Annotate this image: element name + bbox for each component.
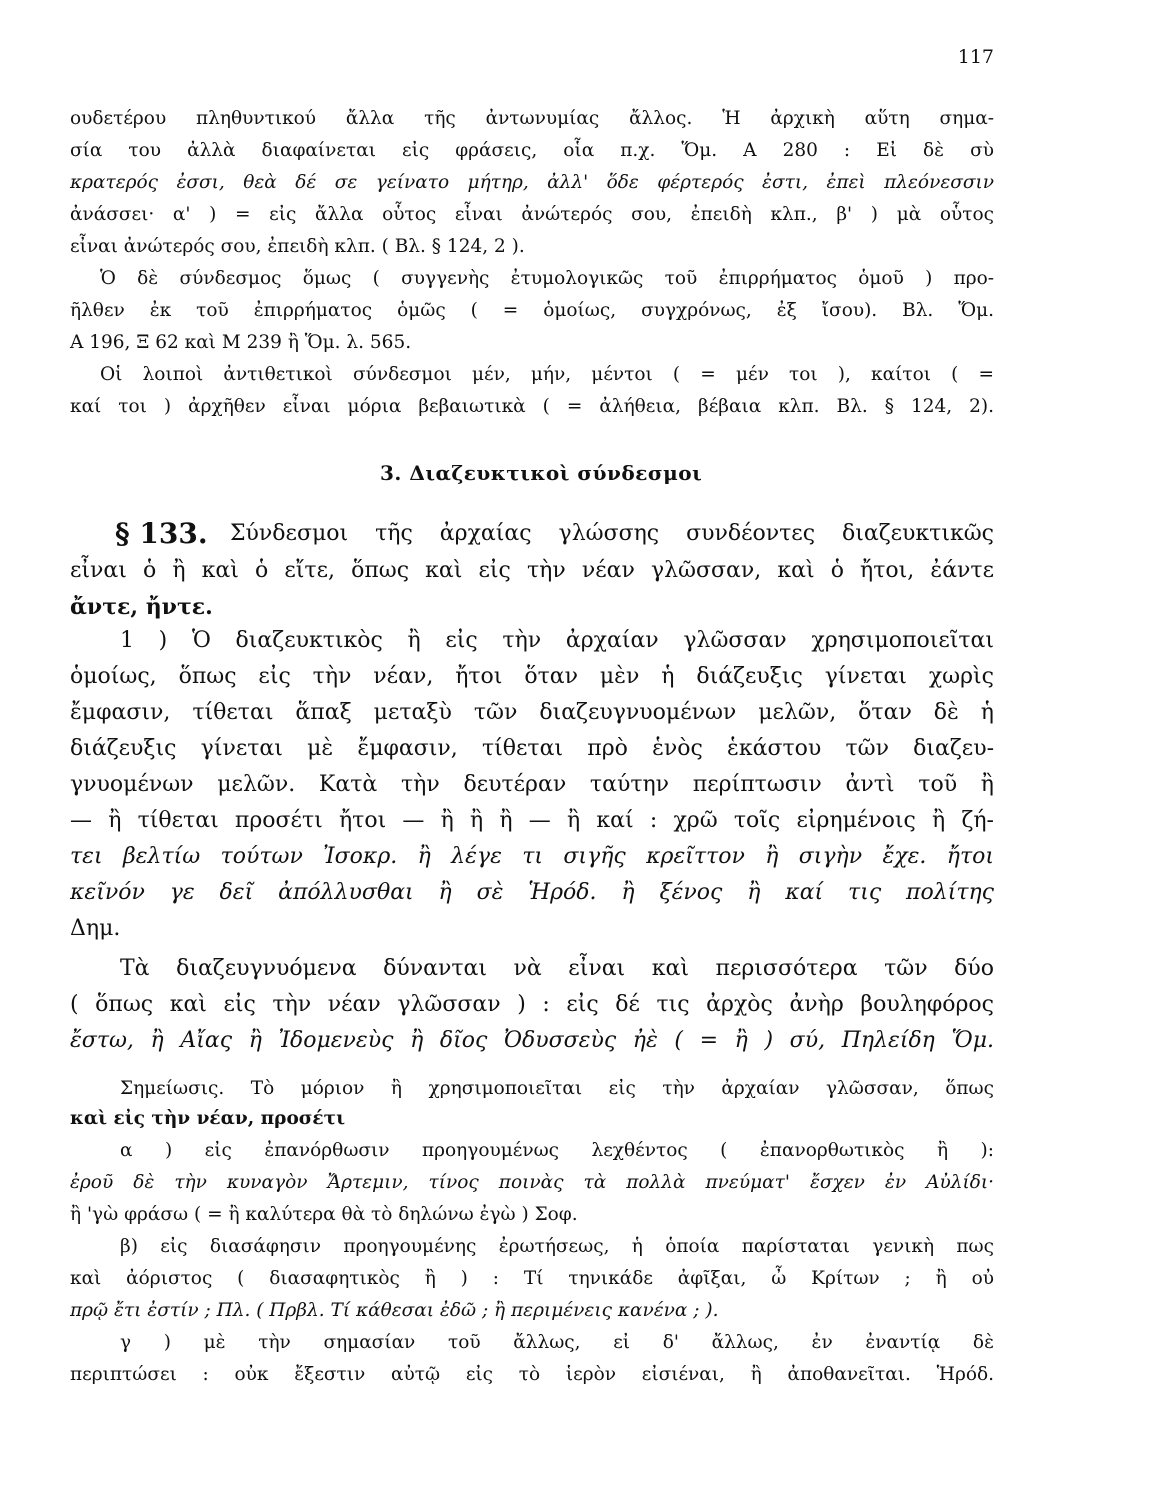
text-line: ὁμοίως, ὅπως εἰς τὴν νέαν, ἤτοι ὅταν μὲν ἡ διάζευξις γίνεται χωρὶς: [70, 664, 994, 689]
note-line: ἢ 'γὼ φράσω ( = ἢ καλύτερα θὰ τὸ δηλώνω ἐγὼ ) Σοφ.: [70, 1204, 578, 1225]
note-line: πρῷ ἔτι ἐστίν ; Πλ. ( Πρβλ. Τί κάθεσαι ἐδῶ ; ἢ περιμένεις κανένα ; ).: [70, 1300, 719, 1321]
note-line: καὶ εἰς τὴν νέαν, προσέτι: [70, 1108, 346, 1129]
paragraph-number: § 133.: [115, 517, 208, 550]
text-line: Τὰ διαζευγνυόμενα δύνανται νὰ εἶναι καὶ περισσότερα τῶν δύο: [120, 956, 994, 981]
text-line: κρατερός ἐσσι, θεὰ δέ σε γείνατο μήτηρ, ἀλλ' ὅδε φέρτερός ἐστι, ἐπεὶ πλεόνεσσιν: [70, 172, 994, 193]
text-line: σία του ἀλλὰ διαφαίνεται εἰς φράσεις, οἷα π.χ. Ὅμ. Α 280 : Εἰ δὲ σὺ: [70, 140, 994, 161]
page-number: 117: [957, 46, 994, 68]
note-line: α ) εἰς ἐπανόρθωσιν προηγουμένως λεχθέντος ( ἐπανορθωτικὸς ἢ ):: [120, 1140, 994, 1161]
text-line: Σύνδεσμοι τῆς ἀρχαίας γλώσσης συνδέοντες διαζευκτικῶς: [230, 521, 994, 546]
text-line: καί τοι ) ἀρχῆθεν εἶναι μόρια βεβαιωτικὰ ( = ἀλήθεια, βέβαια κλπ. Βλ. § 124, 2).: [70, 396, 994, 417]
text-line: εἶναι ὁ ἢ καὶ ὁ εἴτε, ὅπως καὶ εἰς τὴν νέαν γλῶσσαν, καὶ ὁ ἤτοι, ἐάντε: [70, 558, 994, 583]
text-line: ἀνάσσει· α' ) = εἰς ἄλλα οὗτος εἶναι ἀνώτερός σου, ἐπειδὴ κλπ., β' ) μὰ οὗτος: [70, 204, 994, 225]
text-line: διάζευξις γίνεται μὲ ἔμφασιν, τίθεται πρὸ ἑνὸς ἑκάστου τῶν διαζευ-: [70, 736, 994, 761]
text-line: ουδετέρου πληθυντικού ἄλλα τῆς ἀντωνυμίας ἄλλος. Ἡ ἀρχικὴ αὕτη σημα-: [70, 108, 994, 129]
note-line: ἐροῦ δὲ τὴν κυναγὸν Ἄρτεμιν, τίνος ποινὰς τὰ πολλὰ πνεύματ' ἔσχεν ἐν Αὐλίδι·: [70, 1172, 994, 1193]
text-line: τει βελτίω τούτων Ἰσοκρ. ἢ λέγε τι σιγῆς κρεῖττον ἢ σιγὴν ἔχε. ἤτοι: [70, 844, 994, 869]
text-line: 1 ) Ὁ διαζευκτικὸς ἢ εἰς τὴν ἀρχαίαν γλῶσσαν χρησιμοποιεῖται: [120, 628, 994, 653]
note-line: Σημείωσις. Τὸ μόριον ἢ χρησιμοποιεῖται εἰς τὴν ἀρχαίαν γλῶσσαν, ὅπως: [120, 1078, 994, 1099]
note-line: γ ) μὲ τὴν σημασίαν τοῦ ἄλλως, εἰ δ' ἄλλως, ἐν ἐναντίᾳ δὲ: [120, 1332, 994, 1353]
text-line: ( ὅπως καὶ εἰς τὴν νέαν γλῶσσαν ) : εἰς δέ τις ἀρχὸς ἀνὴρ βουληφόρος: [70, 992, 994, 1017]
text-line: — ἢ τίθεται προσέτι ἤτοι — ἢ ἢ ἢ — ἢ καί : χρῶ τοῖς εἰρημένοις ἢ ζή-: [70, 808, 994, 833]
section-heading: 3. Διαζευκτικοὶ σύνδεσμοι: [380, 461, 703, 485]
text-line: Α 196, Ξ 62 καὶ Μ 239 ἢ Ὅμ. λ. 565.: [70, 332, 412, 353]
text-line: κεῖνόν γε δεῖ ἀπόλλυσθαι ἢ σὲ Ἡρόδ. ἢ ξένος ἢ καί τις πολίτης: [70, 880, 994, 905]
text-line: Οἱ λοιποὶ ἀντιθετικοὶ σύνδεσμοι μέν, μήν, μέντοι ( = μέν τοι ), καίτοι ( =: [100, 364, 994, 385]
text-line: γνυομένων μελῶν. Κατὰ τὴν δευτέραν ταύτην περίπτωσιν ἀντὶ τοῦ ἢ: [70, 772, 994, 797]
note-line: β) εἰς διασάφησιν προηγουμένης ἐρωτήσεως, ἡ ὁποία παρίσταται γενικὴ πως: [120, 1236, 994, 1257]
text-line: ἔμφασιν, τίθεται ἅπαξ μεταξὺ τῶν διαζευγνυομένων μελῶν, ὅταν δὲ ἡ: [70, 700, 994, 725]
note-line: καὶ ἀόριστος ( διασαφητικὸς ἢ ) : Τί τηνικάδε ἀφῖξαι, ὦ Κρίτων ; ἢ οὐ: [70, 1268, 994, 1289]
text-line: ῆλθεν ἐκ τοῦ ἐπιρρήματος ὁμῶς ( = ὁμοίως, συγχρόνως, ἐξ ἴσου). Βλ. Ὅμ.: [70, 300, 994, 321]
text-line: Ὁ δὲ σύνδεσμος ὅμως ( συγγενὴς ἐτυμολογικῶς τοῦ ἐπιρρήματος ὁμοῦ ) προ-: [100, 268, 994, 289]
text-line: εἶναι ἀνώτερός σου, ἐπειδὴ κλπ. ( Βλ. § 124, 2 ).: [70, 236, 525, 257]
text-line: ἔστω, ἢ Αἴας ἢ Ἰδομενεὺς ἢ δῖος Ὀδυσσεὺς ἠὲ ( = ἢ ) σύ, Πηλείδη Ὅμ.: [70, 1028, 994, 1053]
text-line: ἄντε, ἤντε.: [70, 594, 213, 620]
text-line: Δημ.: [70, 916, 121, 941]
note-line: περιπτώσει : οὐκ ἔξεστιν αὐτῷ εἰς τὸ ἱερὸν εἰσιέναι, ἢ ἀποθανεῖται. Ἡρόδ.: [70, 1364, 994, 1385]
